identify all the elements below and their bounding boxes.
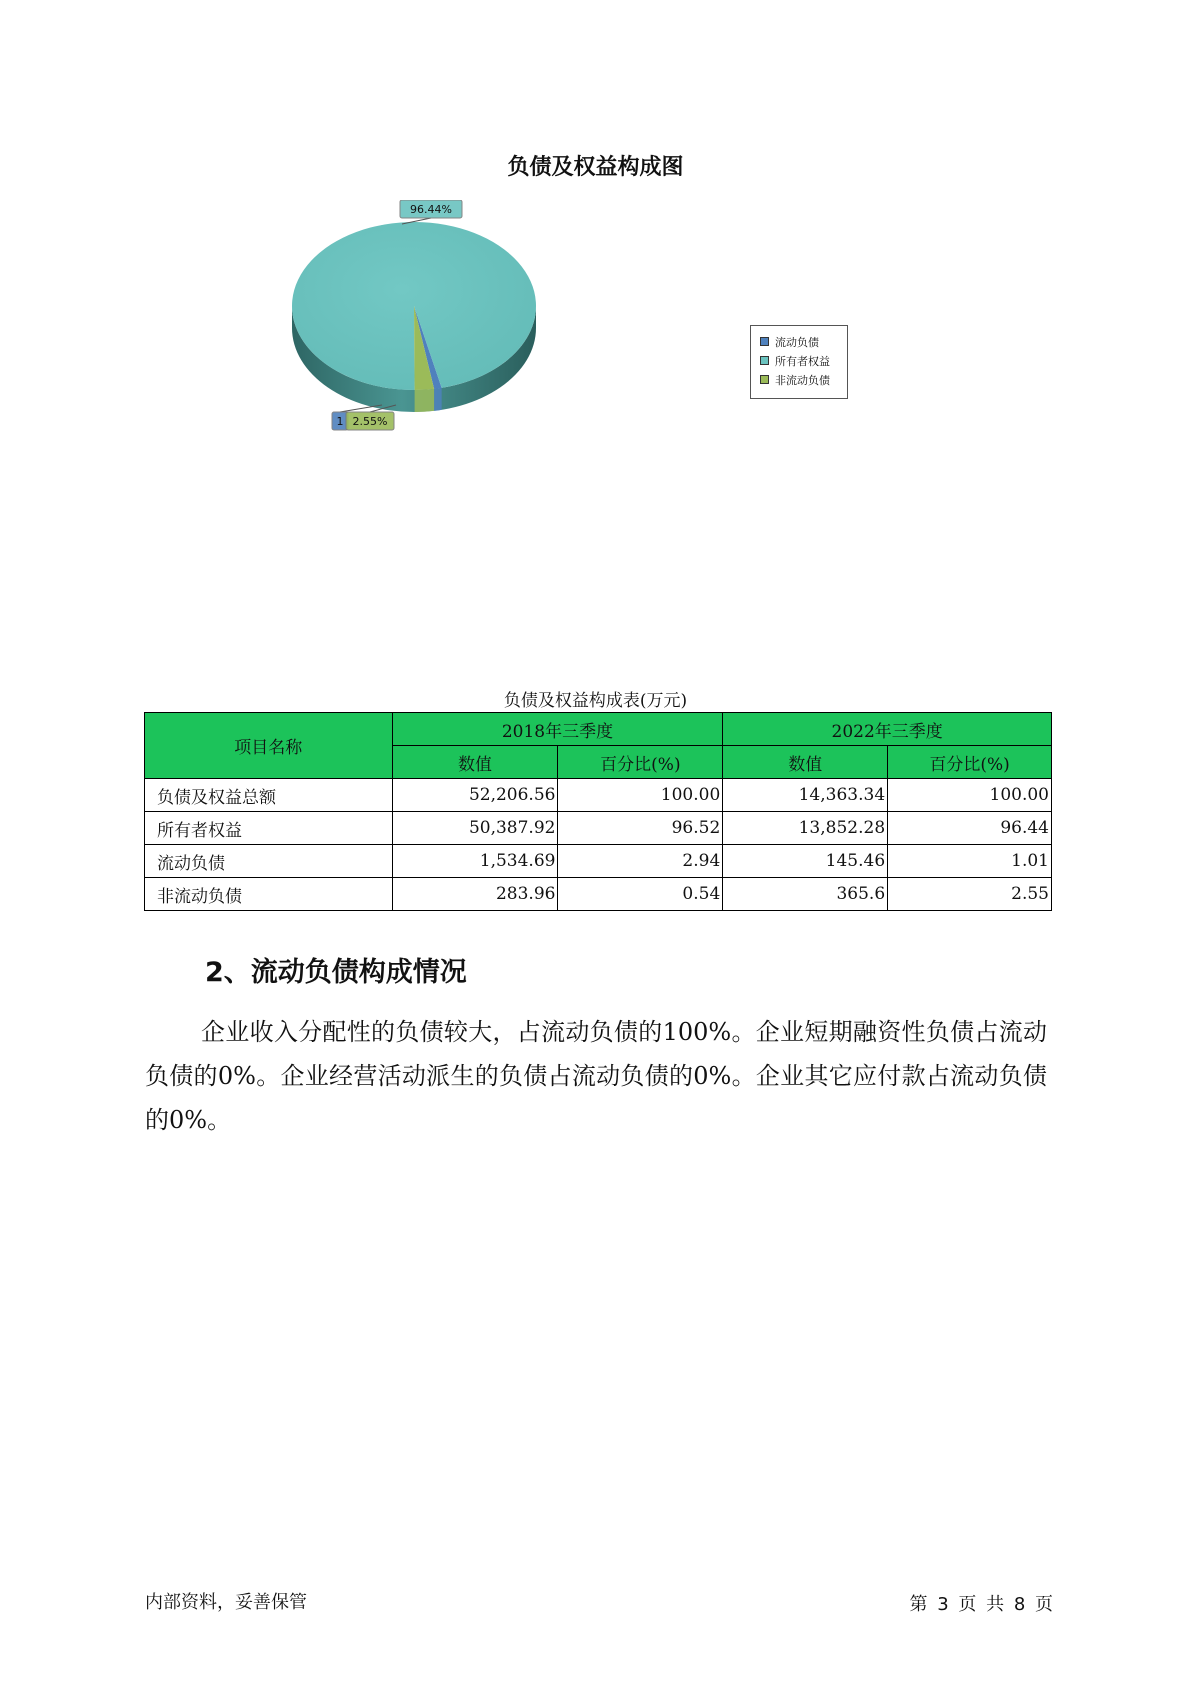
pie-slice-side [434, 388, 442, 411]
pie-slice [292, 222, 536, 390]
legend-label: 流动负债 [775, 335, 819, 349]
header-value: 数值 [392, 746, 558, 779]
header-period-2022: 2022年三季度 [723, 713, 1052, 746]
cell-value: 13,852.28 [723, 812, 888, 845]
legend-swatch [760, 337, 769, 346]
cell-value: 365.6 [723, 878, 888, 911]
footer-confidential-note: 内部资料，妥善保管 [145, 1592, 307, 1613]
table-caption: 负债及权益构成表(万元) [503, 691, 688, 711]
cell-percent: 2.55 [888, 878, 1052, 911]
section-heading: 2、流动负债构成情况 [205, 957, 467, 988]
liabilities-equity-table [144, 712, 1052, 911]
cell-value: 14,363.34 [723, 779, 888, 812]
cell-percent: 2.94 [558, 845, 723, 878]
legend-swatch [760, 375, 769, 384]
legend-item-owners-equity [760, 351, 847, 370]
section-paragraph: 企业收入分配性的负债较大，占流动负债的100%。企业短期融资性负债占流动负债的0%。企业经营活动派生的负债占流动负债的0%。企业其它应付款占流动负债的0%。 [145, 1018, 1047, 1134]
cell-value: 283.96 [392, 878, 558, 911]
header-percent: 百分比(%) [558, 746, 723, 779]
legend-item-current-liabilities [760, 332, 847, 351]
cell-percent: 100.00 [888, 779, 1052, 812]
row-name: 非流动负债 [145, 878, 393, 911]
header-percent: 百分比(%) [888, 746, 1052, 779]
row-name: 所有者权益 [145, 812, 393, 845]
legend-swatch [760, 356, 769, 365]
cell-percent: 96.44 [888, 812, 1052, 845]
header-period-2018: 2018年三季度 [392, 713, 723, 746]
cell-value: 50,387.92 [392, 812, 558, 845]
slice-label: 2.55% [352, 415, 388, 428]
table-row [145, 878, 1052, 911]
table-row [145, 812, 1052, 845]
legend-label: 非流动负债 [775, 373, 830, 387]
legend-label: 所有者权益 [775, 354, 830, 368]
header-item-name: 项目名称 [145, 713, 393, 779]
pie-slice-side [415, 389, 434, 412]
table-row [145, 779, 1052, 812]
header-value: 数值 [723, 746, 888, 779]
footer-page-number: 第 3 页 共 8 页 [909, 1594, 1053, 1615]
cell-value: 145.46 [723, 845, 888, 878]
cell-percent: 96.52 [558, 812, 723, 845]
slice-label: 96.44% [410, 203, 452, 216]
legend-item-noncurrent-liabilities [760, 370, 847, 389]
row-name: 流动负债 [145, 845, 393, 878]
chart-title: 负债及权益构成图 [507, 155, 684, 180]
slice-label: 1 [336, 415, 344, 428]
cell-percent: 1.01 [888, 845, 1052, 878]
cell-percent: 100.00 [558, 779, 723, 812]
cell-value: 1,534.69 [392, 845, 558, 878]
cell-percent: 0.54 [558, 878, 723, 911]
table-row [145, 845, 1052, 878]
row-name: 负债及权益总额 [145, 779, 393, 812]
cell-value: 52,206.56 [392, 779, 558, 812]
chart-legend [750, 325, 848, 399]
pie-chart [290, 200, 570, 480]
